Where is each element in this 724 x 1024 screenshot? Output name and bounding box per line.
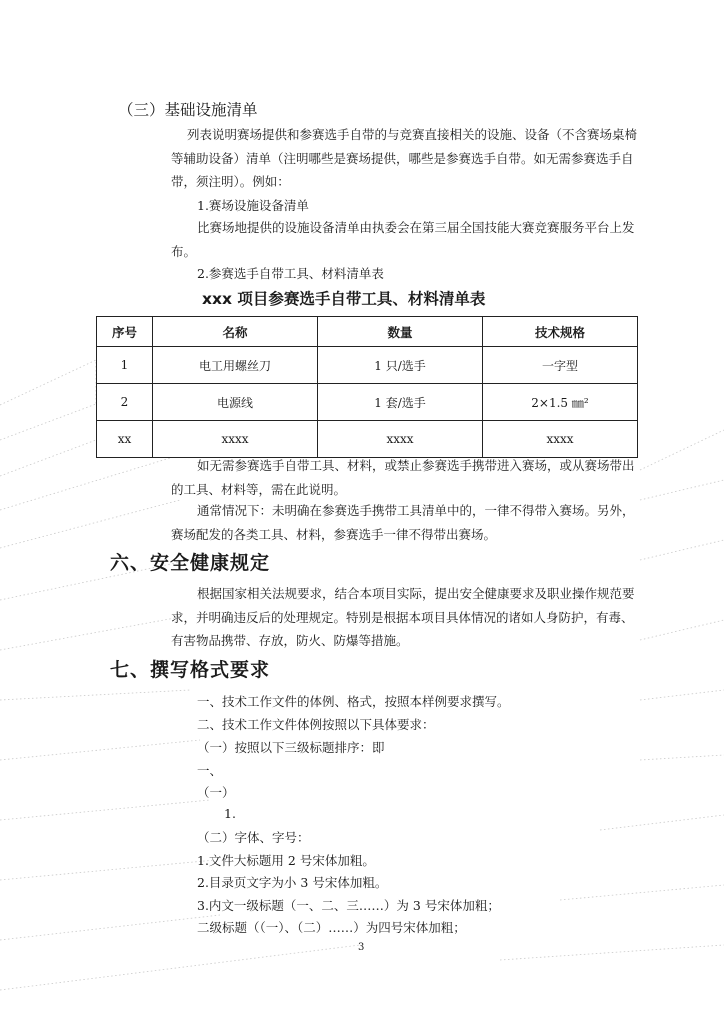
- paragraph-venue-equipment: 比赛场地提供的设施设备清单由执委会在第三届全国技能大赛竞赛服务平台上发布。: [171, 220, 635, 259]
- header-index: 序号: [97, 317, 153, 347]
- paragraph-safety: 根据国家相关法规要求，结合本项目实际，提出安全健康要求及职业操作规范要求，并明确违反后的处理规定。特别是根据本项目具体情况的诸如人身防护，有毒、有害物品携带、存放，防火、防爆等措施。: [171, 586, 635, 648]
- paragraph-no-tools-note: 如无需参赛选手自带工具、材料，或禁止参赛选手携带进入赛场，或从赛场带出的工具、材料等，需在此说明。: [171, 458, 635, 497]
- format-line: （二）字体、字号：: [197, 830, 310, 845]
- cell-quantity: 1 只/选手: [318, 347, 483, 384]
- format-line: 2.目录页文字为小 3 号宋体加粗。: [197, 875, 388, 890]
- cell-quantity: xxxx: [318, 421, 483, 458]
- format-line: 1.: [224, 806, 236, 821]
- table-caption: xxx 项目参赛选手自带工具、材料清单表: [202, 290, 486, 308]
- section-heading-format: 七、撰写格式要求: [110, 659, 271, 681]
- format-line: （一）: [197, 785, 235, 800]
- cell-index: 2: [97, 384, 153, 421]
- table-header-row: [97, 317, 638, 347]
- cell-index: xx: [97, 421, 153, 458]
- paragraph-infrastructure-intro: 列表说明赛场提供和参赛选手自带的与竞赛直接相关的设施、设备（不含赛场桌椅等辅助设备）清单（注明哪些是赛场提供，哪些是参赛选手自带。如无需参赛选手自带，须注明）。例如：: [171, 127, 638, 189]
- format-line: 1.文件大标题用 2 号宋体加粗。: [197, 853, 375, 868]
- header-name: 名称: [153, 317, 318, 347]
- header-quantity: 数量: [318, 317, 483, 347]
- cell-spec: 一字型: [483, 347, 638, 384]
- section-heading-infrastructure: （三）基础设施清单: [118, 101, 258, 119]
- format-line: 一、: [197, 763, 223, 778]
- page-number: 3: [358, 942, 365, 953]
- list-item-contestant-tools: 2.参赛选手自带工具、材料清单表: [197, 266, 384, 281]
- table-row: [97, 384, 638, 421]
- tools-materials-table: [96, 316, 638, 458]
- table-row: [97, 347, 638, 384]
- list-item-venue-equipment: 1.赛场设施设备清单: [197, 198, 309, 213]
- cell-name: 电工用螺丝刀: [153, 347, 318, 384]
- paragraph-general-rule: 通常情况下：未明确在参赛选手携带工具清单中的，一律不得带入赛场。另外，赛场配发的各类工具、材料，参赛选手一律不得带出赛场。: [171, 503, 635, 542]
- format-line: 一、技术工作文件的体例、格式，按照本样例要求撰写。: [197, 694, 510, 709]
- cell-index: 1: [97, 347, 153, 384]
- table-row: [97, 421, 638, 458]
- format-line: 二、技术工作文件体例按照以下具体要求：: [197, 717, 435, 732]
- cell-spec: 2×1.5 ㎜²: [483, 384, 638, 421]
- format-line: 二级标题（（一）、（二）……）为四号宋体加粗；: [197, 920, 466, 935]
- header-spec: 技术规格: [483, 317, 638, 347]
- cell-name: 电源线: [153, 384, 318, 421]
- cell-name: xxxx: [153, 421, 318, 458]
- cell-spec: xxxx: [483, 421, 638, 458]
- format-line: 3.内文一级标题（一、二、三……）为 3 号宋体加粗；: [197, 898, 500, 913]
- cell-quantity: 1 套/选手: [318, 384, 483, 421]
- format-line: （一）按照以下三级标题排序：即: [197, 740, 385, 755]
- section-heading-safety: 六、安全健康规定: [110, 552, 271, 574]
